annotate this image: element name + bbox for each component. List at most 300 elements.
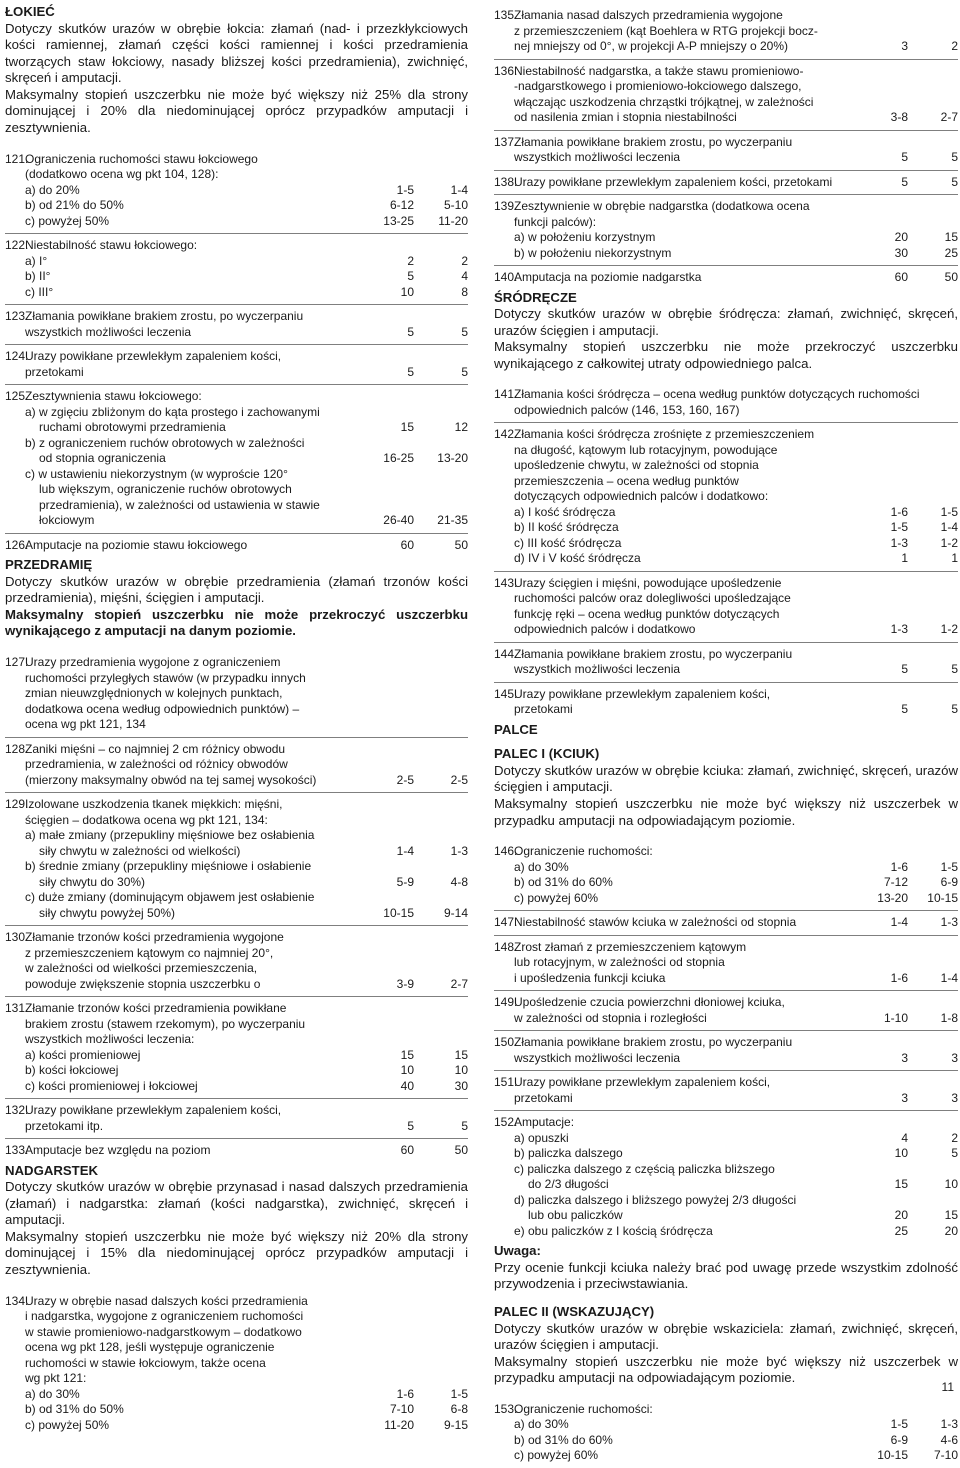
item-text-line: Złamania powikłane brakiem zrostu, po wyczerpaniu bbox=[514, 134, 793, 149]
value-nondominant: 15 bbox=[944, 230, 958, 244]
item-option-text: ruchami obrotowymi przedramienia bbox=[39, 420, 226, 435]
item-number: 135. bbox=[494, 8, 518, 22]
value-nondominant: 5 bbox=[461, 324, 468, 339]
item-option-text: nej mniejszy od 0°, w projekcji A-P mniejszy o 20%) bbox=[514, 39, 789, 53]
item-number: 137. bbox=[494, 134, 518, 149]
table-row bbox=[494, 422, 958, 571]
item-text-line: Ograniczenie ruchomości: bbox=[514, 1401, 653, 1416]
value-nondominant: 15 bbox=[454, 1047, 468, 1062]
item-text-line: ocena wg pkt 128, jeśli występuje ograniczenie bbox=[25, 1340, 275, 1355]
value-nondominant: 5-10 bbox=[443, 198, 468, 213]
item-text-line: Ograniczenia ruchomości stawu łokciowego bbox=[25, 151, 258, 166]
item-option-text: lub obu paliczków bbox=[528, 1208, 623, 1223]
table-row bbox=[494, 642, 958, 682]
item-value-row bbox=[514, 875, 958, 891]
item-body bbox=[494, 64, 958, 126]
item-body bbox=[494, 687, 958, 718]
item-text-line: dodatkowa ocena według odpowiednich punktów) – bbox=[25, 701, 300, 716]
value-dominant: 1-5 bbox=[890, 1417, 908, 1432]
item-text-line: lub rotacyjnym, w zależności od stopnia bbox=[514, 955, 725, 970]
item-option-text: przetokami bbox=[514, 702, 573, 717]
item-text-line: Złamania powikłane brakiem zrostu, po wyczerpaniu bbox=[514, 646, 793, 661]
item-text-line: Ograniczenie ruchomości: bbox=[514, 844, 653, 859]
item-value-row bbox=[25, 1387, 468, 1403]
item-option-text: powoduje zwiększenie stopnia uszczerbku o bbox=[25, 976, 261, 991]
table-row bbox=[5, 792, 468, 925]
item-value-row bbox=[25, 325, 468, 341]
item-value-row bbox=[514, 860, 958, 876]
page-number: 11 bbox=[941, 1380, 954, 1394]
section-heading: PALCE bbox=[494, 721, 538, 737]
item-text-line: Zrost złamań z przemieszczeniem kątowym bbox=[514, 939, 747, 954]
item-option-text: a) do 30% bbox=[514, 1417, 569, 1432]
value-dominant: 1-10 bbox=[883, 1010, 908, 1025]
item-number: 149. bbox=[494, 995, 518, 1010]
table-row bbox=[494, 265, 958, 290]
item-value-row bbox=[25, 1119, 468, 1135]
value-nondominant: 5 bbox=[951, 174, 958, 189]
value-dominant: 1-5 bbox=[396, 182, 414, 197]
item-option-text: c) powyżej 50% bbox=[25, 1417, 110, 1432]
section-intro-limit: Maksymalny stopień uszczerbku nie może przekroczyć uszczerbku wynikającego z amputacji na danym poziomie. bbox=[5, 606, 468, 639]
item-body bbox=[494, 427, 958, 567]
item-option-text: i upośledzenia funkcji kciuka bbox=[514, 970, 666, 985]
value-dominant: 1-6 bbox=[396, 1386, 414, 1401]
item-text-line: Urazy powikłane przewlekłym zapaleniem kości, bbox=[514, 1075, 771, 1090]
item-number: 152. bbox=[494, 1115, 518, 1130]
value-nondominant: 10-15 bbox=[927, 890, 958, 905]
item-option-text: b) kości łokciowej bbox=[25, 1063, 119, 1078]
item-number: 141. bbox=[494, 387, 518, 402]
value-dominant: 20 bbox=[894, 1208, 908, 1223]
item-text-line: Złamanie trzonów kości przedramienia wygojone bbox=[25, 930, 284, 945]
table-row bbox=[494, 571, 958, 642]
value-dominant: 15 bbox=[894, 1177, 908, 1192]
section-intro-limit: Maksymalny stopień uszczerbku nie może być większy niż 20% dla strony dominującej i 15% dla niedominującej oprócz przypadków amputacji i zesztywnienia. bbox=[5, 1228, 468, 1277]
value-nondominant: 10 bbox=[454, 1063, 468, 1078]
value-dominant: 7-12 bbox=[883, 875, 908, 890]
value-dominant: 3 bbox=[901, 1090, 908, 1105]
item-value-row bbox=[25, 420, 468, 436]
item-number: 147. bbox=[494, 915, 518, 930]
value-dominant: 26-40 bbox=[383, 513, 414, 528]
item-value-row bbox=[514, 536, 958, 552]
items-nadgarstek-cont bbox=[494, 4, 958, 290]
item-option-text: (mierzony maksymalny obwód na tej samej wysokości) bbox=[25, 772, 317, 787]
value-nondominant: 1-4 bbox=[450, 182, 468, 197]
item-text-line: wg pkt 121: bbox=[25, 1371, 87, 1386]
value-dominant: 1-3 bbox=[890, 622, 908, 637]
item-value-row bbox=[25, 1402, 468, 1418]
table-row bbox=[494, 990, 958, 1030]
table-row bbox=[494, 935, 958, 991]
value-dominant: 3 bbox=[901, 1050, 908, 1065]
item-body bbox=[494, 1402, 958, 1464]
value-nondominant: 5 bbox=[461, 1118, 468, 1133]
section-intro-limit: Maksymalny stopień uszczerbku nie może być większy niż 25% dla strony dominującej i 20% dla niedominującej oprócz przypadków amputacji i zesztywnienia. bbox=[5, 86, 468, 136]
item-option-text: od nasilenia zmian i stopnia niestabilności bbox=[514, 110, 737, 124]
item-value-row bbox=[25, 1079, 468, 1095]
item-text-line: Niestabilność nadgarstka, a także stawu promieniowo- bbox=[514, 63, 804, 78]
item-value-row bbox=[25, 773, 468, 789]
value-dominant: 6-9 bbox=[890, 1432, 908, 1447]
value-nondominant: 4 bbox=[461, 269, 468, 284]
item-option-line: przedramienia), w zależności od ustawienia w stawie bbox=[39, 497, 320, 512]
item-option-text: od stopnia ograniczenia bbox=[39, 451, 166, 466]
item-value-row bbox=[514, 1448, 958, 1464]
value-nondominant: 1-4 bbox=[940, 520, 958, 535]
item-text-line: Zesztywnienia stawu łokciowego: bbox=[25, 389, 202, 404]
item-text-line: z przemieszczeniem (kąt Boehlera w RTG projekcji bocz- bbox=[514, 23, 818, 38]
item-text-line: (dodatkowo ocena wg pkt 104, 128): bbox=[25, 167, 219, 182]
value-dominant: 1-5 bbox=[890, 520, 908, 535]
value-dominant: 1-4 bbox=[396, 843, 414, 858]
item-body bbox=[5, 1294, 468, 1434]
value-nondominant: 1-3 bbox=[940, 915, 958, 930]
item-text-line: zmian nieuwzględnionych w kolejnych punktach, bbox=[25, 686, 283, 701]
item-option-text: a) w położeniu korzystnym bbox=[514, 230, 656, 244]
item-number: 129. bbox=[5, 797, 29, 812]
item-body bbox=[5, 389, 468, 529]
item-value-row bbox=[514, 891, 958, 907]
item-number: 148. bbox=[494, 939, 518, 954]
item-option-text: c) powyżej 50% bbox=[25, 213, 110, 228]
item-number: 124. bbox=[5, 349, 29, 364]
items-srodrecze bbox=[494, 383, 958, 722]
item-option-text: b) od 31% do 50% bbox=[25, 1402, 124, 1417]
value-dominant: 11-20 bbox=[384, 1417, 414, 1432]
section-subheading: PALEC I (KCIUK) bbox=[494, 746, 600, 762]
table-row bbox=[5, 344, 468, 384]
item-value-row bbox=[514, 1011, 958, 1027]
item-option-text: siły chwytu w zależności od wielkości) bbox=[39, 843, 241, 858]
value-dominant: 15 bbox=[400, 420, 414, 435]
item-option-text: wszystkich możliwości leczenia bbox=[25, 324, 192, 339]
item-text-line: ocena wg pkt 121, 134 bbox=[25, 717, 146, 732]
value-dominant: 5 bbox=[901, 174, 908, 189]
value-nondominant: 1-2 bbox=[940, 622, 958, 637]
item-number: 151. bbox=[494, 1075, 518, 1090]
table-row bbox=[494, 1398, 958, 1468]
item-value-row bbox=[514, 230, 958, 246]
value-nondominant: 6-8 bbox=[450, 1402, 468, 1417]
item-body bbox=[494, 135, 958, 166]
item-number: 126. bbox=[5, 537, 29, 552]
item-value-row bbox=[25, 1063, 468, 1079]
value-nondominant: 5 bbox=[461, 364, 468, 379]
item-option-text: a) do 30% bbox=[514, 859, 569, 874]
value-nondominant: 2-7 bbox=[450, 976, 468, 991]
item-option-text: wszystkich możliwości leczenia bbox=[514, 662, 681, 677]
item-option-line: c) paliczka dalszego z częścią paliczka bliższego bbox=[514, 1161, 775, 1176]
item-option-line: c) w ustawieniu niekorzystnym (w wyproście 120° bbox=[25, 466, 288, 481]
value-dominant: 6-12 bbox=[389, 198, 414, 213]
item-text-line: przedramienia, w zależności od różnicy obwodów bbox=[25, 757, 288, 772]
item-value-row bbox=[514, 1177, 958, 1193]
item-text-line: ruchomości palców oraz dolegliwości upośledzające bbox=[514, 591, 791, 606]
section-intro-limit: Maksymalny stopień uszczerbku nie może przekroczyć uszczerbku wynikającego z całkowitej utraty odpowiedniego palca. bbox=[494, 339, 958, 371]
item-value-row bbox=[514, 1433, 958, 1449]
item-text-line: dotyczących odpowiednich palców i dodatkowo: bbox=[514, 489, 769, 504]
item-text-line: Urazy w obrębie nasad dalszych kości przedramienia bbox=[25, 1293, 308, 1308]
value-nondominant: 2 bbox=[951, 1130, 958, 1145]
value-dominant: 60 bbox=[894, 270, 908, 284]
value-nondominant: 50 bbox=[454, 1143, 468, 1158]
item-text-line: w zależności od wielkości przemieszczenia, bbox=[25, 961, 258, 976]
item-number: 123. bbox=[5, 309, 29, 324]
item-value-row bbox=[514, 702, 958, 718]
item-option-text: łokciowym bbox=[39, 513, 95, 528]
item-text-line: Urazy przedramienia wygojone z ograniczeniem bbox=[25, 655, 281, 670]
item-option-line: b) z ograniczeniem ruchów obrotowych w zależności bbox=[25, 435, 305, 450]
section-heading: PALEC II (WSKAZUJĄCY) bbox=[494, 1304, 655, 1320]
item-number: 130. bbox=[5, 930, 29, 945]
value-dominant: 5 bbox=[901, 150, 908, 164]
item-text: Amputacja na poziomie nadgarstka bbox=[514, 270, 702, 284]
note-text: Przy ocenie funkcji kciuka należy brać pod uwagę przede wszystkim zdolność przywodzenia i przeciwstawiania. bbox=[494, 1259, 958, 1292]
value-dominant: 13-20 bbox=[877, 890, 908, 905]
item-text-line: wszystkich możliwości leczenia: bbox=[25, 1032, 195, 1047]
value-dominant: 10 bbox=[894, 1146, 908, 1161]
note-title: Uwaga: bbox=[494, 1243, 541, 1259]
item-body bbox=[494, 1115, 958, 1239]
value-dominant: 10-15 bbox=[383, 905, 414, 920]
value-dominant: 60 bbox=[400, 537, 414, 552]
item-option-text: do 2/3 długości bbox=[528, 1177, 609, 1192]
item-value-row bbox=[514, 150, 958, 166]
item-number: 121. bbox=[5, 151, 29, 166]
item-value-row bbox=[514, 1208, 958, 1224]
item-text-line: włączając uszkodzenia chrząstki trójkątnej, w zależności bbox=[514, 94, 814, 109]
item-option-text: b) od 31% do 60% bbox=[514, 1432, 613, 1447]
item-value-row bbox=[25, 1143, 468, 1159]
item-number: 142. bbox=[494, 427, 518, 442]
table-row bbox=[5, 304, 468, 344]
item-number: 132. bbox=[5, 1103, 29, 1118]
item-value-row bbox=[514, 520, 958, 536]
item-option-text: przetokami bbox=[514, 1090, 573, 1105]
table-row bbox=[5, 1138, 468, 1163]
table-row bbox=[494, 4, 958, 59]
item-text-line: Złamania kości śródręcza – ocena według punktów dotyczących ruchomości bbox=[514, 387, 920, 402]
item-text-line: ruchomości w stawie łokciowym, także ocena bbox=[25, 1355, 266, 1370]
item-value-row bbox=[25, 1418, 468, 1434]
value-dominant: 15 bbox=[400, 1047, 414, 1062]
item-value-row bbox=[514, 915, 958, 931]
item-number: 133. bbox=[5, 1143, 29, 1158]
item-body bbox=[5, 538, 468, 554]
item-option-text: b) od 31% do 60% bbox=[514, 875, 613, 890]
value-nondominant: 1-3 bbox=[450, 843, 468, 858]
section-intro-limit: Maksymalny stopień uszczerbku nie może być większy niż uszczerbek w przypadku amputacji na odpowiadającym poziomie. bbox=[494, 796, 958, 828]
item-option-text: wszystkich możliwości leczenia bbox=[514, 1050, 681, 1065]
table-row bbox=[5, 233, 468, 304]
item-value-row bbox=[514, 1131, 958, 1147]
value-nondominant: 1 bbox=[951, 551, 958, 566]
table-row bbox=[494, 910, 958, 935]
item-option-text: przetokami itp. bbox=[25, 1118, 104, 1133]
item-number: 131. bbox=[5, 1001, 29, 1016]
item-value-row bbox=[514, 1417, 958, 1433]
item-value-row bbox=[514, 1146, 958, 1162]
value-dominant: 1-3 bbox=[890, 535, 908, 550]
value-dominant: 16-25 bbox=[383, 451, 414, 466]
item-option-line: c) duże zmiany (dominującym objawem jest osłabienie bbox=[25, 890, 315, 905]
item-value-row bbox=[25, 254, 468, 270]
item-option-line: b) średnie zmiany (przepukliny mięśniowe i osłabienie bbox=[25, 859, 312, 874]
value-dominant: 5-9 bbox=[396, 874, 414, 889]
item-text-line: ścięgien – dodatkowa ocena wg pkt 121, 134: bbox=[25, 812, 268, 827]
item-body bbox=[494, 576, 958, 638]
section-palec-2 bbox=[494, 1304, 958, 1387]
value-dominant: 3-8 bbox=[890, 110, 908, 124]
value-dominant: 2-5 bbox=[396, 772, 414, 787]
value-nondominant: 6-9 bbox=[940, 875, 958, 890]
item-text-line: Urazy powikłane przewlekłym zapaleniem kości, bbox=[25, 349, 282, 364]
section-heading: ŁOKIEĆ bbox=[5, 4, 55, 19]
item-value-row bbox=[514, 622, 958, 638]
section-intro: Dotyczy skutków urazów w obrębie wskaziciela: złamań, zwichnięć, skręceń, urazów ścięgien i amputacji. bbox=[494, 1320, 958, 1353]
value-dominant: 5 bbox=[901, 662, 908, 677]
table-row bbox=[5, 737, 468, 793]
item-value-row bbox=[514, 551, 958, 567]
item-value-row bbox=[514, 246, 958, 262]
item-value-row bbox=[25, 875, 468, 891]
item-value-row bbox=[25, 1048, 468, 1064]
item-body bbox=[494, 387, 958, 418]
item-option-text: b) II° bbox=[25, 269, 51, 284]
value-nondominant: 1-3 bbox=[940, 1417, 958, 1432]
value-dominant: 30 bbox=[894, 245, 908, 260]
item-text-line: Złamania kości śródręcza zrośnięte z przemieszczeniem bbox=[514, 427, 815, 442]
item-text-line: Zaniki mięśni – co najmniej 2 cm różnicy obwodu bbox=[25, 741, 286, 756]
item-body bbox=[494, 1035, 958, 1066]
table-row bbox=[5, 996, 468, 1098]
item-value-row bbox=[25, 183, 468, 199]
item-text: Urazy powikłane przewlekłym zapaleniem kości, przetokami bbox=[514, 174, 833, 189]
item-option-text: b) w położeniu niekorzystnym bbox=[514, 245, 672, 260]
item-text-line: brakiem zrostu (stawem rzekomym), po wyczerpaniu bbox=[25, 1016, 306, 1031]
table-row bbox=[494, 383, 958, 422]
item-body bbox=[494, 270, 958, 286]
item-value-row bbox=[25, 269, 468, 285]
table-row bbox=[5, 148, 468, 234]
items-nadgarstek bbox=[5, 1290, 468, 1438]
item-text-line: -nadgarstkowego i promieniowo-łokciowego dalszego, bbox=[514, 79, 802, 93]
item-number: 143. bbox=[494, 575, 518, 590]
value-nondominant: 11-20 bbox=[438, 213, 468, 228]
item-text: Amputacje bez względu na poziom bbox=[25, 1143, 211, 1158]
right-column bbox=[494, 4, 958, 1468]
item-option-text: a) do 20% bbox=[25, 182, 80, 197]
value-nondominant: 25 bbox=[944, 245, 958, 260]
value-dominant: 25 bbox=[894, 1223, 908, 1238]
item-number: 128. bbox=[5, 741, 29, 756]
item-option-line: a) w zgięciu zbliżonym do kąta prostego i zachowanymi bbox=[25, 404, 320, 419]
table-row bbox=[5, 651, 468, 737]
item-text: Amputacje na poziomie stawu łokciowego bbox=[25, 537, 248, 552]
value-nondominant: 5 bbox=[951, 150, 958, 164]
item-body bbox=[5, 349, 468, 380]
value-dominant: 1-4 bbox=[890, 915, 908, 930]
item-value-row bbox=[514, 1051, 958, 1067]
item-value-row bbox=[25, 977, 468, 993]
item-option-text: b) II kość śródręcza bbox=[514, 520, 619, 535]
item-value-row bbox=[514, 39, 958, 55]
left-column bbox=[5, 4, 468, 1437]
item-text: Niestabilność stawów kciuka w zależności od stopnia bbox=[514, 915, 797, 930]
item-option-text: a) kości promieniowej bbox=[25, 1047, 141, 1062]
section-intro: Dotyczy skutków urazów w obrębie śródręcza: złamań, zwichnięć, skręceń, urazów ścięgien i amputacji. bbox=[494, 306, 958, 338]
item-value-row bbox=[25, 844, 468, 860]
section-heading: NADGARSTEK bbox=[5, 1162, 99, 1178]
value-nondominant: 1-2 bbox=[940, 535, 958, 550]
item-body bbox=[494, 915, 958, 931]
section-intro: Dotyczy skutków urazów w obrębie łokcia: złamań (nad- i przezkłykciowych kości ramiennej, złamań części kości ramiennej i kości przedramienia tworzących staw łokciowy, nasady bliższej kości przedramienia), zwichnięć, skręceń i amputacji. bbox=[5, 20, 468, 86]
items-palec-2 bbox=[494, 1398, 958, 1468]
value-nondominant: 1-5 bbox=[450, 1386, 468, 1401]
item-text-line: Złamania powikłane brakiem zrostu, po wyczerpaniu bbox=[25, 309, 304, 324]
item-value-row bbox=[25, 365, 468, 381]
value-dominant: 10 bbox=[400, 284, 414, 299]
item-body bbox=[494, 8, 958, 55]
value-dominant: 5 bbox=[407, 269, 414, 284]
item-text-line: w stawie promieniowo-nadgarstkowym – dodatkowo bbox=[25, 1324, 302, 1339]
value-dominant: 60 bbox=[400, 1143, 414, 1158]
item-value-row bbox=[25, 538, 468, 554]
table-row bbox=[494, 1110, 958, 1243]
value-nondominant: 2 bbox=[951, 39, 958, 53]
item-value-row bbox=[25, 214, 468, 230]
table-row bbox=[494, 840, 958, 910]
value-nondominant: 15 bbox=[944, 1208, 958, 1223]
value-nondominant: 50 bbox=[454, 537, 468, 552]
value-dominant: 1 bbox=[901, 551, 908, 566]
value-nondominant: 2-5 bbox=[450, 772, 468, 787]
table-row bbox=[494, 1030, 958, 1070]
table-row bbox=[494, 130, 958, 170]
item-number: 134. bbox=[5, 1293, 29, 1308]
table-row bbox=[494, 682, 958, 722]
item-option-line: d) paliczka dalszego i bliższego powyżej 2/3 długości bbox=[514, 1192, 797, 1207]
item-option-text: b) od 21% do 50% bbox=[25, 198, 124, 213]
item-option-text: wszystkich możliwości leczenia bbox=[514, 150, 681, 164]
value-nondominant: 20 bbox=[944, 1223, 958, 1238]
item-option-text: w zależności od stopnia i rozległości bbox=[514, 1010, 707, 1025]
item-option-text: siły chwytu powyżej 50%) bbox=[39, 905, 176, 920]
item-text-line: Urazy ścięgien i mięśni, powodujące upośledzenie bbox=[514, 575, 782, 590]
item-text-line: Niestabilność stawu łokciowego: bbox=[25, 238, 198, 253]
value-nondominant: 21-35 bbox=[437, 513, 468, 528]
item-text-line: Izolowane uszkodzenia tkanek miękkich: mięśni, bbox=[25, 797, 283, 812]
item-number: 146. bbox=[494, 844, 518, 859]
item-number: 150. bbox=[494, 1035, 518, 1050]
item-value-row bbox=[514, 1091, 958, 1107]
item-number: 144. bbox=[494, 646, 518, 661]
value-nondominant: 7-10 bbox=[933, 1448, 958, 1463]
item-option-line: a) małe zmiany (przepukliny mięśniowe bez osłabienia bbox=[25, 828, 315, 843]
item-text-line: Amputacje: bbox=[514, 1115, 575, 1130]
item-value-row bbox=[514, 971, 958, 987]
section-intro-limit: Maksymalny stopień uszczerbku nie może być większy niż uszczerbek w przypadku amputacji na odpowiadającym poziomie. bbox=[494, 1353, 958, 1386]
item-number: 125. bbox=[5, 389, 29, 404]
item-body bbox=[494, 940, 958, 987]
value-nondominant: 1-5 bbox=[940, 504, 958, 519]
item-value-row bbox=[25, 285, 468, 301]
section-intro: Dotyczy skutków urazów w obrębie kciuka: złamań, zwichnięć, skręceń, urazów ścięgien i amputacji. bbox=[494, 762, 958, 795]
value-dominant: 7-10 bbox=[389, 1402, 414, 1417]
item-number: 139. bbox=[494, 199, 518, 213]
